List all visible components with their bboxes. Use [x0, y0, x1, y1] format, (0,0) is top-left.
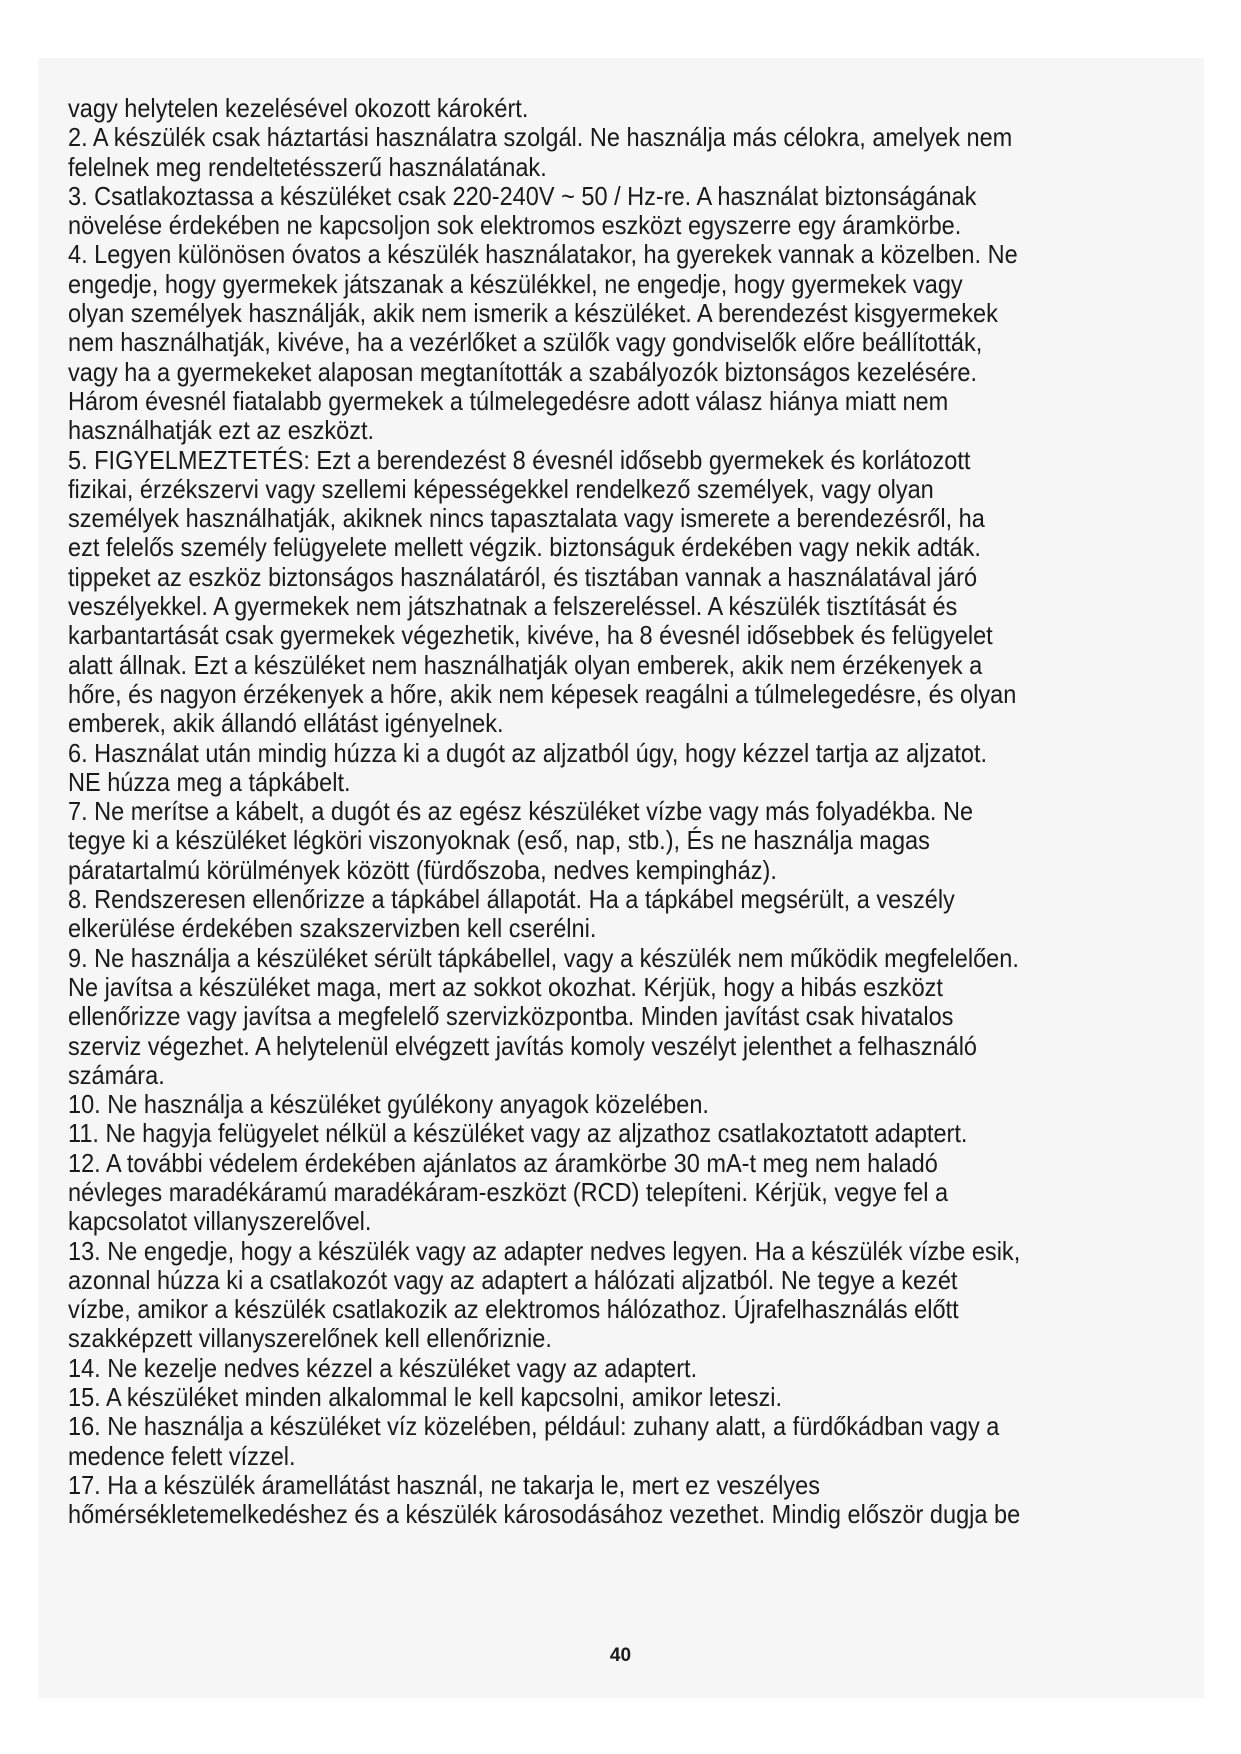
text-line: szerviz végezhet. A helytelenül elvégzett javítás komoly veszélyt jelenthet a felhasználó [68, 1030, 978, 1061]
text-line: 2. A készülék csak háztartási használatra szolgál. Ne használja más célokra, amelyek nem [68, 122, 1013, 153]
text-line: növelése érdekében ne kapcsoljon sok elektromos eszközt egyszerre egy áramkörbe. [68, 210, 962, 241]
text-line: karbantartását csak gyermekek végezhetik, kivéve, ha 8 évesnél idősebbek és felügyelet [68, 620, 993, 651]
text-line: medence felett vízzel. [68, 1440, 296, 1471]
text-line: engedje, hogy gyermekek játszanak a készülékkel, ne engedje, hogy gyermekek vagy [68, 268, 963, 299]
text-line: elkerülése érdekében szakszervizben kell cserélni. [68, 913, 597, 944]
text-line: fizikai, érzékszervi vagy szellemi képességekkel rendelkező személyek, vagy olyan [68, 473, 934, 504]
document-body [68, 94, 1073, 1530]
text-line: Ne javítsa a készüléket maga, mert az sokkot okozhat. Kérjük, hogy a hibás eszközt [68, 971, 943, 1002]
text-line: vagy helytelen kezelésével okozott károkért. [68, 93, 529, 123]
text-line: vízbe, amikor a készülék csatlakozik az elektromos hálózathoz. Újrafelhasználás előtt [68, 1294, 959, 1325]
text-line: ezt felelős személy felügyelete mellett végzik. biztonságuk érdekében vagy nekik adták. [68, 532, 981, 563]
text-line: olyan személyek használják, akik nem ismerik a készüléket. A berendezést kisgyermekek [68, 298, 998, 329]
text-line: 15. A készüléket minden alkalommal le kell kapcsolni, amikor leteszi. [68, 1382, 783, 1413]
text-line: 9. Ne használja a készüléket sérült tápkábellel, vagy a készülék nem működik megfelelően. [68, 942, 1019, 973]
text-line: 7. Ne merítse a kábelt, a dugót és az egész készüléket vízbe vagy más folyadékba. Ne [68, 796, 974, 827]
text-line: azonnal húzza ki a csatlakozót vagy az adaptert a hálózati aljzatból. Ne tegye a kezét [68, 1264, 958, 1295]
text-line: 3. Csatlakoztassa a készüléket csak 220-240V ~ 50 / Hz-re. A használat biztonságának [68, 180, 977, 211]
text-line: veszélyekkel. A gyermekek nem játszhatnak a felszereléssel. A készülék tisztítását és [68, 591, 958, 622]
text-line: személyek használhatják, akiknek nincs tapasztalata vagy ismerete a berendezésről, ha [68, 503, 985, 534]
text-line: kapcsolatot villanyszerelővel. [68, 1206, 372, 1237]
text-line: nem használhatják, kivéve, ha a vezérlőket a szülők vagy gondviselők előre beállították, [68, 327, 983, 358]
text-line: páratartalmú körülmények között (fürdőszoba, nedves kempingház). [68, 854, 777, 885]
text-line: 11. Ne hagyja felügyelet nélkül a készüléket vagy az aljzathoz csatlakoztatott adaptert. [68, 1118, 968, 1149]
text-line: használhatják ezt az eszközt. [68, 415, 375, 446]
text-line: 17. Ha a készülék áramellátást használ, ne takarja le, mert ez veszélyes [68, 1469, 821, 1500]
text-line: tippeket az eszköz biztonságos használatáról, és tisztában vannak a használatával járó [68, 561, 978, 592]
text-line: felelnek meg rendeltetésszerű használatának. [68, 151, 547, 182]
text-line: tegye ki a készüléket légköri viszonyoknak (eső, nap, stb.), És ne használja magas [68, 825, 930, 856]
text-line: 10. Ne használja a készüléket gyúlékony anyagok közelében. [68, 1089, 709, 1120]
text-line: emberek, akik állandó ellátást igényelnek. [68, 708, 504, 739]
text-line: hőmérsékletemelkedéshez és a készülék károsodásához vezethet. Mindig először dugja be [68, 1499, 1021, 1530]
text-line: 16. Ne használja a készüléket víz közelében, például: zuhany alatt, a fürdőkádban vagy a [68, 1411, 1000, 1442]
text-line: vagy ha a gyermekeket alaposan megtanították a szabályozók biztonságos kezelésére. [68, 356, 978, 387]
text-line: NE húzza meg a tápkábelt. [68, 766, 351, 797]
text-line: alatt állnak. Ezt a készüléket nem használhatják olyan emberek, akik nem érzékenyek a [68, 649, 983, 680]
text-line: 5. FIGYELMEZTETÉS: Ezt a berendezést 8 évesnél idősebb gyermekek és korlátozott [68, 444, 971, 475]
text-line: 4. Legyen különösen óvatos a készülék használatakor, ha gyerekek vannak a közelben. Ne [68, 239, 1018, 270]
text-line: hőre, és nagyon érzékenyek a hőre, akik nem képesek reagálni a túlmelegedésre, és olyan [68, 678, 1017, 709]
text-line: névleges maradékáramú maradékáram-eszközt (RCD) telepíteni. Kérjük, vegye fel a [68, 1176, 949, 1207]
text-line: számára. [68, 1059, 165, 1090]
text-line: 14. Ne kezelje nedves kézzel a készüléket vagy az adaptert. [68, 1352, 698, 1383]
text-line: 12. A további védelem érdekében ajánlatos az áramkörbe 30 mA-t meg nem haladó [68, 1147, 938, 1178]
text-line: 13. Ne engedje, hogy a készülék vagy az adapter nedves legyen. Ha a készülék vízbe esik, [68, 1235, 1021, 1266]
text-line: szakképzett villanyszerelőnek kell ellenőriznie. [68, 1323, 552, 1354]
text-line: 6. Használat után mindig húzza ki a dugót az aljzatból úgy, hogy kézzel tartja az aljzatot. [68, 737, 988, 768]
page-number: 40 [609, 1645, 632, 1666]
text-line: ellenőrizze vagy javítsa a megfelelő szervizközpontba. Minden javítást csak hivatalos [68, 1001, 954, 1032]
text-line: Három évesnél fiatalabb gyermekek a túlmelegedésre adott válasz hiánya miatt nem [68, 385, 949, 416]
text-line: 8. Rendszeresen ellenőrizze a tápkábel állapotát. Ha a tápkábel megsérült, a veszély [68, 884, 955, 915]
